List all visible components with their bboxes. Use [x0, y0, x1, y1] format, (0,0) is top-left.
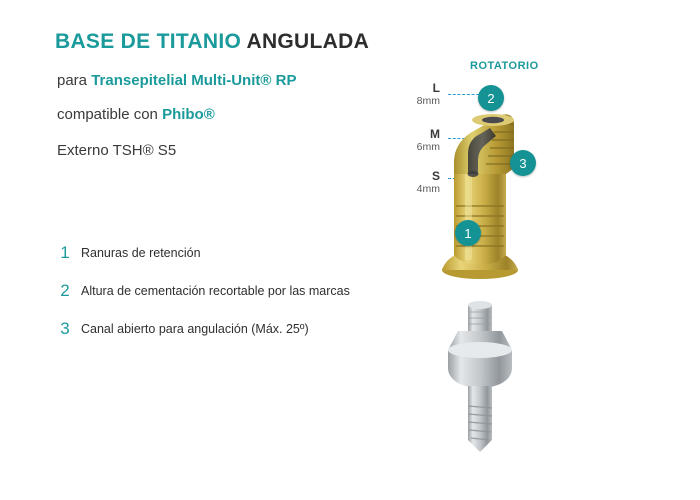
height-mark-letter: S	[431, 169, 440, 183]
legend-number: 3	[60, 319, 70, 338]
subtitle-line-1	[57, 72, 296, 89]
legend-number: 1	[60, 243, 70, 262]
gold-abutment-body	[442, 114, 518, 279]
subtitle-line-2-accent: Phibo®	[162, 106, 215, 123]
height-mark-letter: M	[430, 127, 440, 141]
page-title-main: BASE DE TITANIO	[55, 30, 242, 53]
transepithelial-body	[448, 301, 512, 452]
subtitle-line-3: Externo TSH® S5	[57, 142, 177, 159]
legend-number: 2	[60, 281, 70, 300]
height-mark-letter: L	[432, 81, 440, 95]
legend-list	[57, 243, 387, 357]
height-mark-value: 6mm	[416, 141, 440, 153]
subtitle-line-1-prefix: para	[57, 72, 92, 89]
callout-bubble-3: 3	[510, 150, 536, 176]
list-item	[57, 243, 387, 281]
page-title-emphasis: ANGULADA	[246, 30, 370, 53]
abutment-illustration	[380, 50, 680, 490]
callout-bubble-2: 2	[478, 85, 504, 111]
height-mark-value: 4mm	[416, 183, 440, 195]
page-title	[55, 30, 369, 54]
product-figure	[380, 50, 680, 490]
subtitle-line-2-prefix: compatible con	[57, 106, 163, 123]
subtitle-line-2	[57, 106, 215, 123]
callout-bubble-1: 1	[455, 220, 481, 246]
list-item	[57, 281, 387, 319]
legend-label: Ranuras de retención	[81, 246, 201, 260]
rotatorio-label: ROTATORIO	[470, 60, 539, 72]
height-mark-value: 8mm	[416, 95, 440, 107]
legend-label: Altura de cementación recortable por las marcas	[81, 284, 350, 298]
subtitle-line-1-accent: Transepitelial Multi-Unit® RP	[91, 72, 297, 89]
list-item	[57, 319, 387, 357]
legend-label: Canal abierto para angulación (Máx. 25º)	[81, 322, 309, 336]
